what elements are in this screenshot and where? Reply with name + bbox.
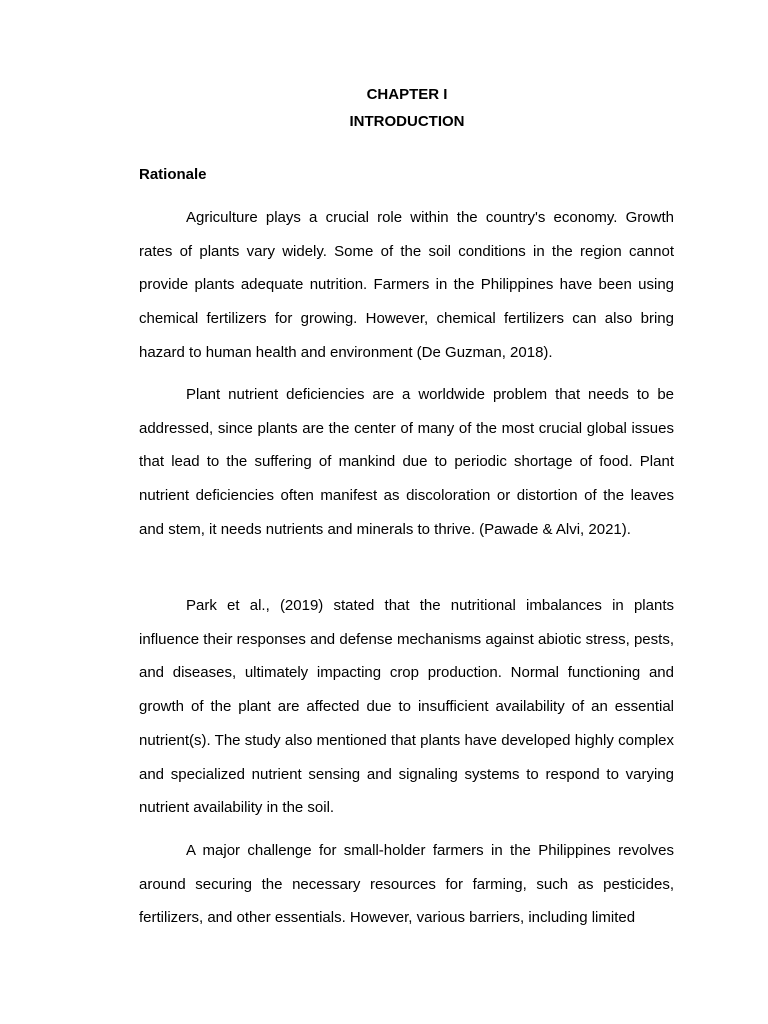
paragraph (139, 201, 674, 370)
chapter-label: CHAPTER I (366, 86, 448, 103)
paragraph (139, 378, 674, 547)
chapter-title: INTRODUCTION (349, 113, 465, 130)
paragraph-text: A major challenge for small-holder farmers in the Philippines revolves around securing the necessary resources for farming, such as pesticides, fertilizers, and other essentials. However, various barriers, including limited (139, 842, 674, 927)
paragraph-text: Plant nutrient deficiencies are a worldwide problem that needs to be addressed, since plants are the center of many of the most crucial global issues that lead to the suffering of mankind due to periodic shortage of food. Plant nutrient deficiencies often manifest as discoloration or distortion of the leaves and stem, it needs nutrients and minerals to thrive. (Pawade & Alvi, 2021). (139, 386, 674, 538)
paragraph (139, 589, 674, 825)
paragraph (139, 834, 674, 935)
paragraph-text: Agriculture plays a crucial role within the country's economy. Growth rates of plants vary widely. Some of the soil conditions in the region cannot provide plants adequate nutrition. Farmers in the Philippines have been using chemical fertilizers for growing. However, chemical fertilizers can also bring hazard to human health and environment (De Guzman, 2018). (139, 209, 674, 361)
section-heading-rationale: Rationale (139, 166, 207, 183)
paragraph-text: Park et al., (2019) stated that the nutritional imbalances in plants influence their responses and defense mechanisms against abiotic stress, pests, and diseases, ultimately impacting crop production. Normal functioning and growth of the plant are affected due to insufficient availability of an essential nutrient(s). The study also mentioned that plants have developed highly complex and specialized nutrient sensing and signaling systems to respond to varying nutrient availability in the soil. (139, 597, 674, 817)
